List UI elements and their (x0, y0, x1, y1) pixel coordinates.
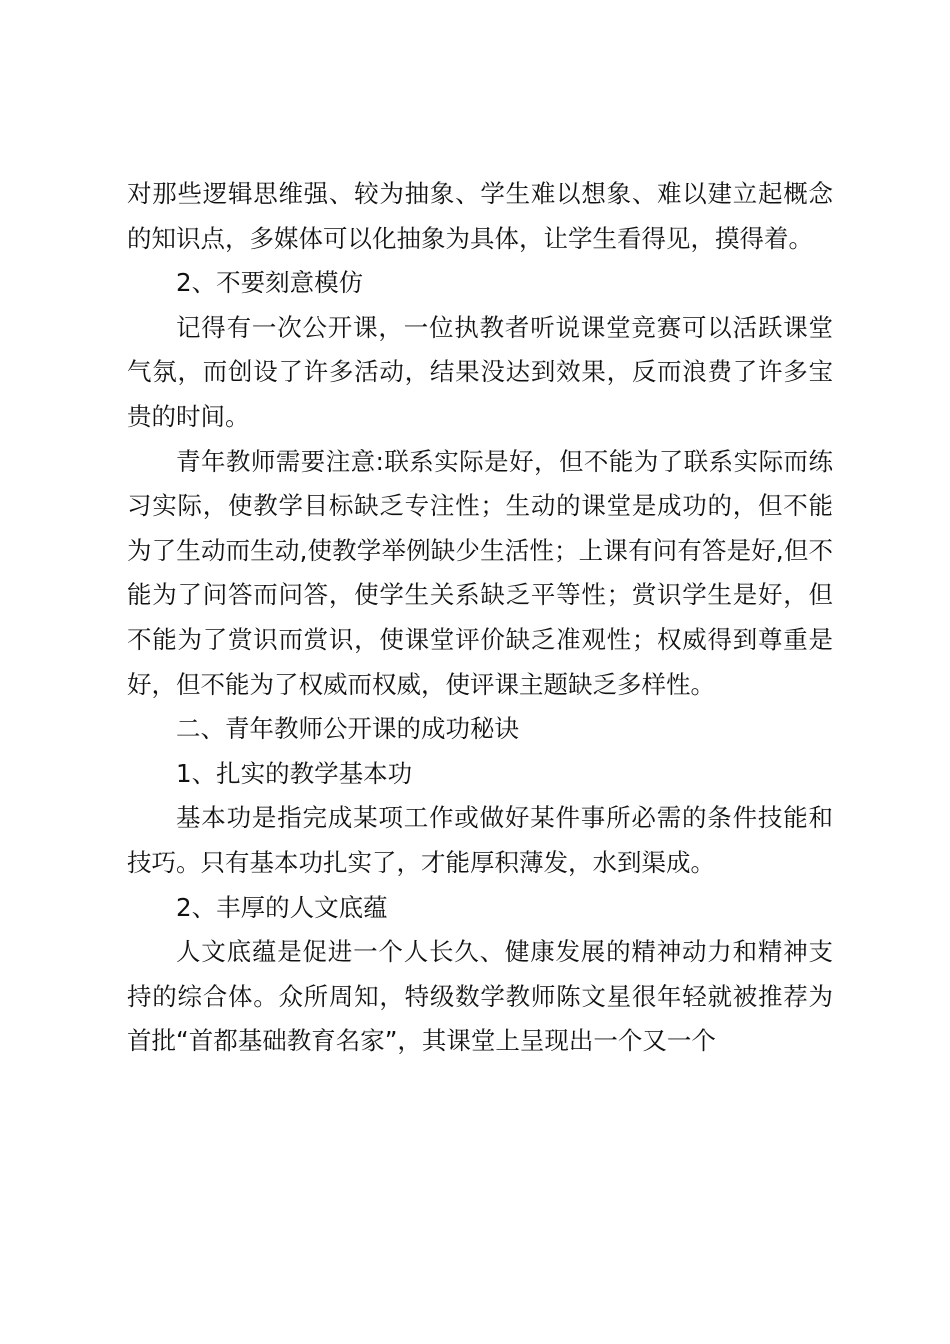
paragraph-7: 基本功是指完成某项工作或做好某件事所必需的条件技能和技巧。只有基本功扎实了，才能厚积薄发，水到渠成。 (127, 803, 833, 877)
heading-1-basic-skills: 1、扎实的教学基本功 (176, 758, 413, 788)
paragraph-9: 人文底蕴是促进一个人长久、健康发展的精神动力和精神支持的综合体。众所周知，特级数学教师陈文星很年轻就被推荐为首批“首都基础教育名家”，其课堂上呈现出一个又一个 (127, 937, 833, 1056)
document-page (127, 172, 833, 1064)
heading-2-humanities: 2、丰厚的人文底蕴 (176, 892, 388, 922)
heading-2-imitation: 2、不要刻意模仿 (176, 268, 364, 298)
paragraph-4: 青年教师需要注意:联系实际是好，但不能为了联系实际而练习实际，使教学目标缺乏专注性；生动的课堂是成功的，但不能为了生动而生动,使教学举例缺少生活性；上课有问有答是好,但不能为了问答而问答，使学生关系缺乏平等性；赏识学生是好，但不能为了赏识而赏识，使课堂评价缺乏准观性；权威得到尊重是好，但不能为了权威而权威，使评课主题缺乏多样性。 (127, 446, 833, 699)
paragraph-1: 对那些逻辑思维强、较为抽象、学生难以想象、难以建立起概念的知识点，多媒体可以化抽象为具体，让学生看得见，摸得着。 (127, 179, 833, 253)
paragraph-3: 记得有一次公开课，一位执教者听说课堂竞赛可以活跃课堂气氛，而创设了许多活动，结果没达到效果，反而浪费了许多宝贵的时间。 (127, 312, 833, 431)
section-heading-2: 二、青年教师公开课的成功秘诀 (176, 714, 519, 744)
